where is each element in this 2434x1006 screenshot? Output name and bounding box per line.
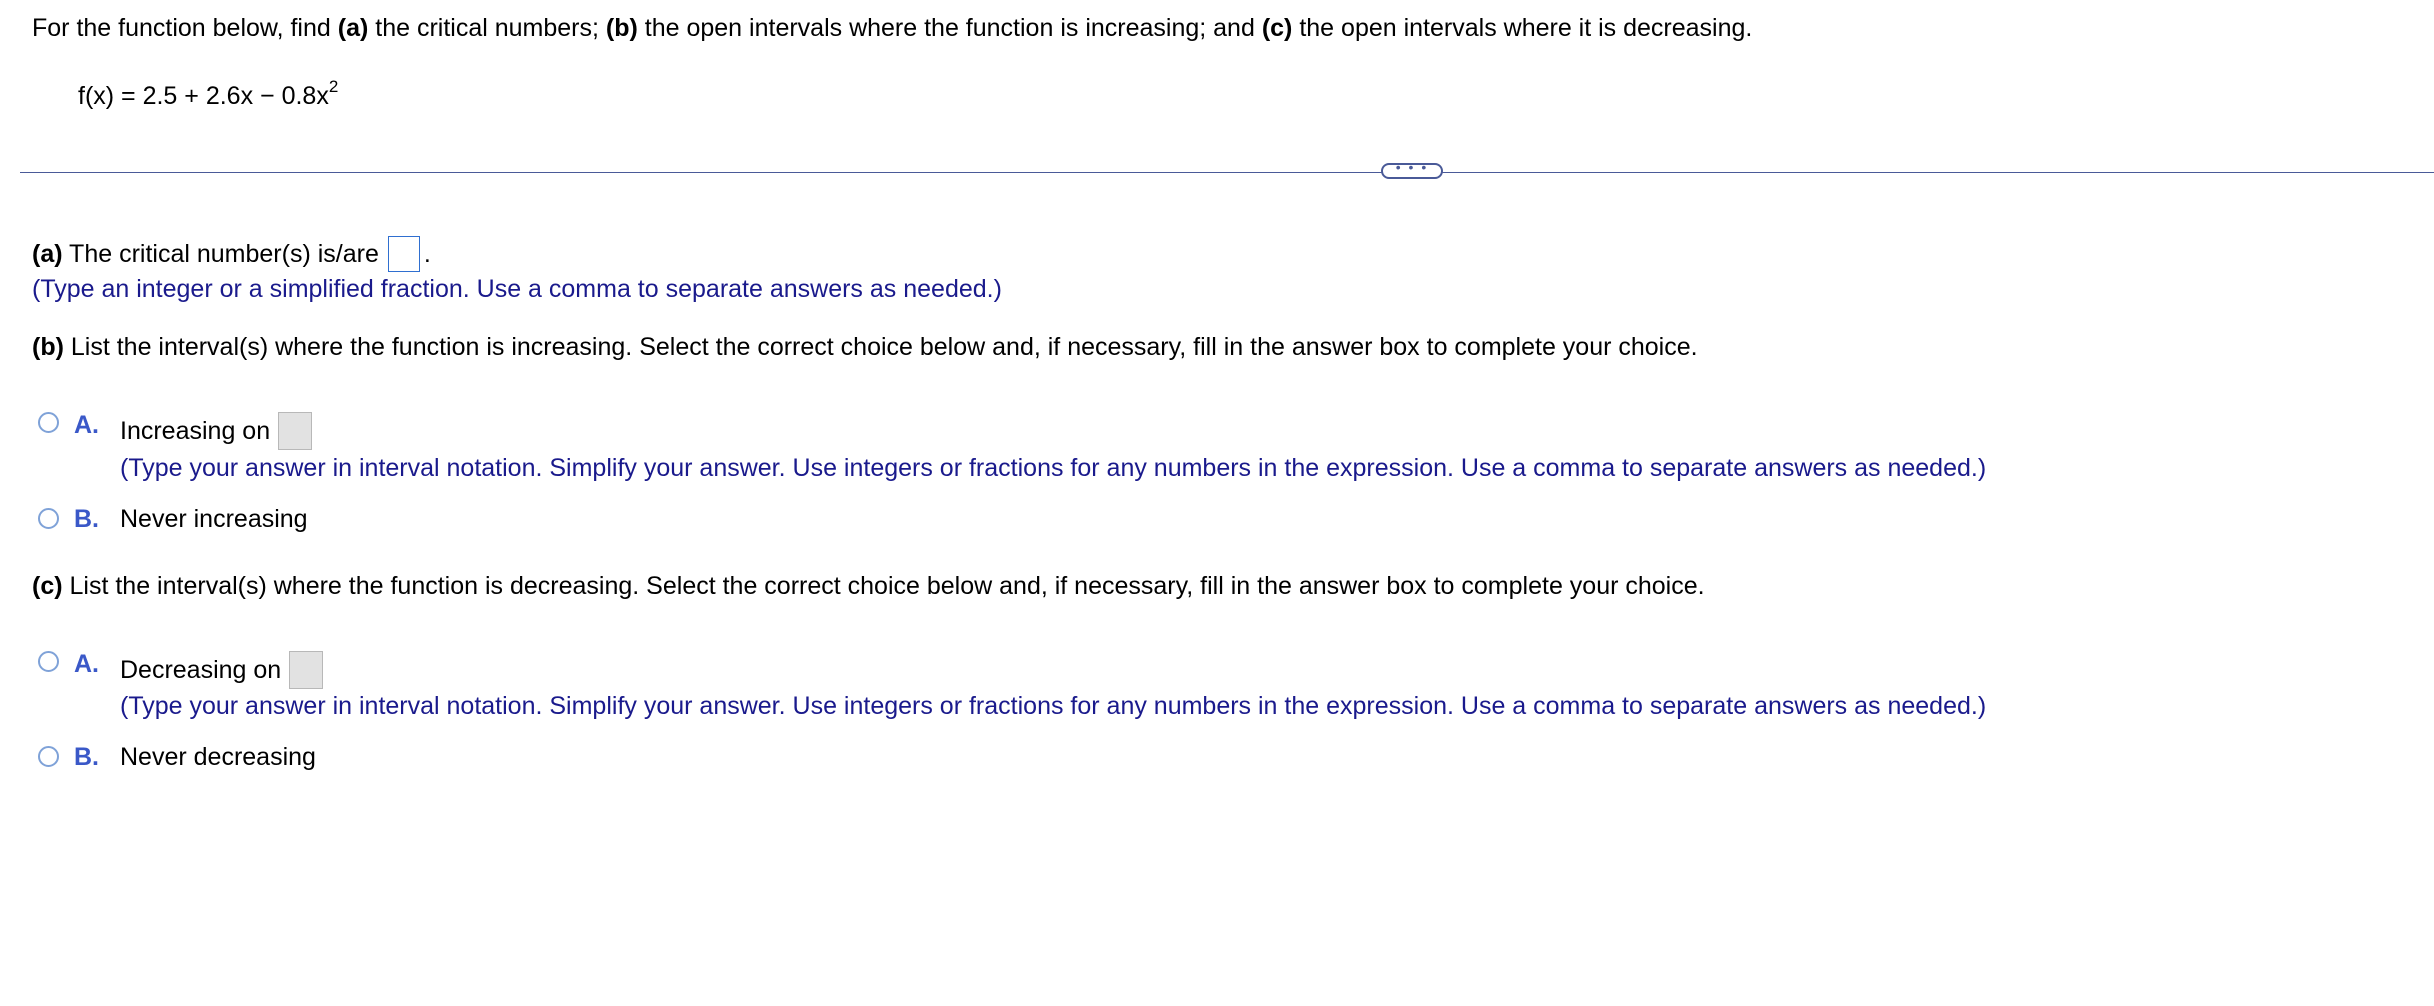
part-b-option-a-label[interactable]: Increasing on [120, 416, 271, 445]
part-b-tag: (b) [32, 333, 64, 361]
part-c-option-b-label[interactable]: Never decreasing [120, 743, 316, 771]
part-c-option-b-radio[interactable] [38, 746, 59, 767]
part-c-question [32, 572, 1705, 601]
part-a-tag: (a) [32, 239, 63, 268]
part-a-suffix: . [423, 239, 431, 268]
part-b-option-b-letter[interactable]: B. [74, 505, 99, 533]
part-a-text: The critical number(s) is/are [62, 239, 379, 268]
prompt-intro: For the function below, find [32, 14, 338, 42]
part-b-text: List the interval(s) where the function is increasing. Select the correct choice below and, if necessary, fill in the answer box to complete your choice. [63, 333, 1698, 361]
part-c-text: List the interval(s) where the function is decreasing. Select the correct choice below and, if necessary, fill in the answer box to complete your choice. [62, 572, 1705, 600]
question-prompt [32, 14, 1752, 43]
decreasing-interval-answer-box[interactable] [289, 651, 323, 689]
prompt-a-text: the critical numbers; [368, 14, 606, 42]
part-b-question [32, 333, 1698, 362]
section-divider [20, 172, 2434, 173]
part-b-hint: (Type your answer in interval notation. Simplify your answer. Use integers or fractions for any numbers in the expression. Use a comma to separate answers as needed.) [120, 454, 1987, 482]
part-a-hint: (Type an integer or a simplified fraction. Use a comma to separate answers as needed.) [32, 275, 1002, 303]
part-b-option-a-radio[interactable] [38, 412, 59, 433]
function-expression [78, 76, 339, 111]
part-c-option-a-letter[interactable]: A. [74, 650, 99, 678]
increasing-interval-answer-box[interactable] [278, 412, 312, 450]
part-b-option-b-label[interactable]: Never increasing [120, 505, 308, 533]
part-c-option-a[interactable] [120, 651, 323, 689]
part-c-tag: (c) [32, 572, 63, 600]
expand-more-button[interactable] [1381, 159, 1443, 179]
ellipsis-icon: • • • [1395, 159, 1429, 175]
part-a-question [32, 236, 431, 272]
function-exponent: 2 [328, 76, 339, 96]
part-c-option-a-label[interactable]: Decreasing on [120, 655, 282, 684]
prompt-b-text: the open intervals where the function is increasing; and [637, 14, 1262, 42]
part-b-option-a[interactable] [120, 412, 312, 450]
prompt-a-tag: (a) [337, 14, 369, 42]
prompt-b-tag: (b) [605, 14, 638, 42]
part-c-option-b-letter[interactable]: B. [74, 743, 99, 771]
part-c-option-a-radio[interactable] [38, 651, 59, 672]
function-base: f(x) = 2.5 + 2.6x − 0.8x [78, 82, 329, 110]
critical-number-answer-box[interactable] [388, 236, 420, 272]
part-b-option-a-letter[interactable]: A. [74, 411, 99, 439]
prompt-c-tag: (c) [1261, 14, 1293, 42]
part-c-hint: (Type your answer in interval notation. Simplify your answer. Use integers or fractions for any numbers in the expression. Use a comma to separate answers as needed.) [120, 692, 1987, 720]
part-b-option-b-radio[interactable] [38, 508, 59, 529]
prompt-c-text: the open intervals where it is decreasing. [1292, 14, 1753, 42]
